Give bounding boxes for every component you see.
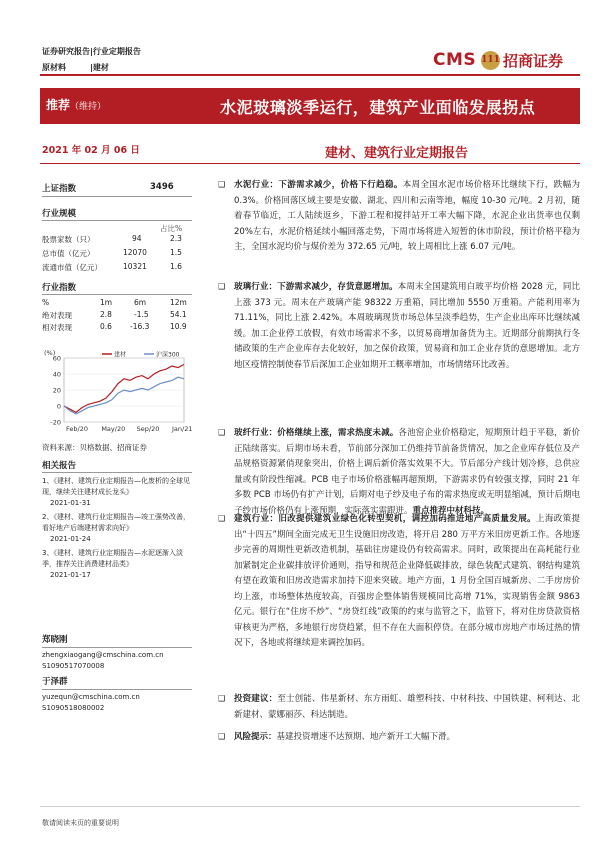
logo-latin: CMS	[433, 50, 477, 70]
perf-row-1m: 0.6	[100, 322, 112, 331]
x-tick-label: May/20	[101, 425, 126, 433]
section-glass	[234, 280, 580, 373]
sector-line	[42, 62, 109, 73]
footer-rule	[40, 806, 580, 807]
chart-source: 资料来源：贝格数据、招商证券	[42, 443, 147, 452]
related-report-date: 2021-01-17	[50, 571, 91, 579]
scale-row-label: 流通市值（亿元）	[42, 263, 102, 272]
x-tick-label: Sep/20	[136, 425, 160, 433]
divider	[42, 647, 192, 648]
perf-header-6m: 6m	[134, 298, 147, 307]
section-lead: 玻纤行业：价格继续上涨，需求热度未减。	[234, 428, 399, 438]
analyst-email: zhengxiaogang@cmschina.com.cn	[42, 651, 164, 659]
divider	[42, 196, 192, 197]
scale-row-label: 总市值（亿元）	[42, 249, 95, 258]
scale-title: 行业规模	[42, 209, 77, 219]
section-tail: 重点推荐中材科技。	[412, 505, 490, 516]
section-text: 本周末全国建筑用白玻平均价格 2028 元，同比上涨 373 元。周末在产玻璃产能 98322 万重箱，同比增加 5550 万重箱。产能利用率为 71.11%，同比上涨 2.42%。本周玻璃现货市场总体呈淡季趋势，生产企业出库环比继续减缓。加工企业停工放假，有效市场需求不多，以贸易商增加备货为主。近期部分前期执行冬储政策的生产企业库存去化较好，加之保价政策，贸易商和加工企业存货的意愿增加。北方地区疫情控制使春节后深加工企业如期开工概率增加，市场情绪环比改善。	[234, 282, 580, 370]
analyst-id: S1090518080002	[42, 704, 105, 712]
related-report	[42, 476, 190, 509]
scale-table	[42, 234, 192, 284]
bullet-icon: ❑	[218, 428, 226, 437]
sector-separator: |	[90, 63, 93, 72]
scale-row-pct: 2.3	[170, 234, 182, 243]
perf-row-6m: -1.5	[134, 310, 149, 319]
perf-header-1m: 1m	[100, 298, 113, 307]
related-report-date: 2021-01-24	[50, 535, 91, 543]
logo-badge-icon: 111	[481, 51, 500, 70]
section-lead: 建筑行业：旧改提供建筑业绿色化转型契机，调控加码推进地产高质量发展。	[234, 514, 536, 524]
perf-row-label: 绝对表现	[42, 311, 72, 320]
section-text: 至士创能、伟星新材、东方雨虹、雄塑科技、中材科技、中国铁建、柯利达、北新建材、蒙娜丽莎、科达制造。	[234, 694, 580, 720]
section-lead: 风险提示：	[234, 732, 277, 742]
index-performance-chart	[42, 346, 192, 438]
bullet-icon: ❑	[218, 514, 226, 523]
bullet-icon: ❑	[218, 180, 226, 189]
rating-value: 推荐	[46, 98, 71, 112]
analyst-name: 于泽群	[42, 677, 68, 687]
report-date: 2021 年 02 月 06 日	[42, 145, 140, 156]
perf-table	[42, 298, 192, 334]
section-text: 各池窑企业价格稳定，短期预计趋于平稳，新价正陆续落实。后期市场未看，节前部分深加工仍维持节前备货情况，加之企业库存低位及产品规格资源紧俏现象突出，价格上调后新价落实效果不大。节后部分产线计划冷修，总供应量或有阶段性缩减。PCB 电子市场价格涨幅再超预期，下游需求仍有较强支撑，同时 21 年多数 PCB 市场仍有扩产计划，后期对电子纱及电子布的需求热度或无明显缩减，预计后期电子纱市场价格仍有上涨预期，实际落实需跟进。	[234, 428, 580, 516]
related-report-text: 3、《建材、建筑行业定期报告—水泥逐渐入淡季，推荐关注消费建材品类》	[42, 549, 183, 568]
y-tick-label: 20	[52, 386, 61, 395]
title-rule	[40, 163, 580, 164]
y-tick-label: 40	[52, 370, 61, 379]
related-report	[42, 512, 190, 545]
analyst-id: S1090517070008	[42, 662, 105, 670]
related-report	[42, 548, 190, 581]
section-text: 本周全国水泥市场价格环比继续下行，跌幅为 0.3%。价格回落区域主要是安徽、湖北、四川和云南等地，幅度 10-30 元/吨。2 月初，随着春节临近，工人陆续返乡，下游工程和搅拌站开工率大幅下降，水泥企业出货率也仅剩 20%左右，水泥价格延续小幅回落走势，下周市场将进入短暂的休市阶段，预计价格平稳为主，全国水泥均价与煤价差为 372.65 元/吨，较上周相比上涨 6.07 元/吨。	[234, 180, 580, 252]
scale-pct-header: 占比%	[160, 224, 183, 233]
related-title: 相关报告	[42, 461, 77, 471]
cms-logo	[433, 50, 579, 72]
header-rule	[40, 74, 580, 76]
bullet-icon: ❑	[218, 694, 226, 703]
series-line	[64, 377, 184, 414]
analyst	[42, 633, 192, 672]
scale-row-label: 股票家数（只）	[42, 235, 95, 244]
y-tick-label: -20	[50, 418, 61, 427]
index-label: 上证指数	[42, 184, 77, 194]
related-report-date: 2021-01-31	[50, 499, 91, 507]
bullet-icon: ❑	[218, 732, 226, 741]
analyst	[42, 675, 192, 714]
related-report-text: 2、《建材、建筑行业定期报告—竣工强势改善，看好地产后端建材需求向好》	[42, 513, 190, 532]
chart-svg	[42, 346, 192, 438]
report-type-title: 建材、建筑行业定期报告	[325, 146, 469, 161]
perf-row-12m: 54.1	[170, 310, 187, 319]
section-cement	[234, 178, 580, 256]
section-text: 基建投资增速不达预期、地产新开工大幅下滑。	[276, 732, 456, 742]
section-investment	[234, 692, 580, 723]
divider	[42, 689, 192, 690]
perf-header-12m: 12m	[170, 298, 187, 307]
section-construction	[234, 512, 580, 652]
perf-row-6m: -16.3	[130, 322, 150, 331]
bullet-icon: ❑	[218, 282, 226, 291]
perf-header-pct: %	[42, 298, 50, 307]
section-lead: 投资建议：	[234, 694, 278, 704]
scale-row-value: 94	[132, 234, 142, 243]
y-tick-label: 60	[52, 354, 61, 363]
report-headline: 水泥玻璃淡季运行，建筑产业面临发展拐点	[220, 98, 536, 117]
section-lead: 玻璃行业：下游需求减少，存货意愿增加。	[234, 282, 398, 292]
section-fiberglass	[234, 426, 580, 519]
sector-label: 原材料	[42, 63, 66, 72]
scale-row-pct: 1.5	[170, 248, 182, 257]
scale-row-value: 10321	[123, 262, 147, 271]
rating	[46, 96, 106, 113]
perf-row-label: 相对表现	[42, 323, 72, 332]
scale-row-value: 12070	[123, 248, 147, 257]
rating-sub: （维持）	[70, 102, 107, 112]
section-text: 上海政策提出“十四五”期间全面完成无卫生设施旧房改造，将开启 280 万平方米旧房更新工作。各地逐步完善的周期性更新改造机制，基础往房建设仍有较高需求。同时，政策提出在高耗能行业加紧制定企业碳排放评价通则，指导和规范企业降低碳排放，绿色装配式建筑、钢结构建筑有望在政策和旧房改造需求加持下迎来突破。地产方面，1 月份全国百城新房、二手房房价均上涨，市场整体热度较高，百强房企整体销售规模同比高增 71%，实现销售金额 9863 亿元。银行在“住房不炒”、“房贷红线”政策的约束与监管之下，监管下，将对住房贷款资格审核更为严格，多地银行房贷趋紧，但不存在大面积停贷。在部分城市房地产市场过热的情况下，各地或将继续迎来调控加码。	[234, 514, 580, 648]
scale-row-pct: 1.6	[170, 262, 182, 271]
divider	[42, 472, 192, 473]
y-tick-label: 0	[56, 402, 61, 411]
analyst-email: yuzequn@cmschina.com.cn	[42, 693, 140, 701]
footer-note: 敬请阅读末页的重要说明	[42, 819, 119, 827]
x-tick-label: Feb/20	[66, 425, 88, 433]
divider	[42, 220, 192, 221]
related-report-text: 1、《建材、建筑行业定期报告—化废析的全球见现，继续关注建材成长龙头》	[42, 477, 190, 496]
y-axis-label: (%)	[44, 349, 56, 357]
legend-label: 建材	[114, 351, 127, 359]
perf-row-1m: 2.8	[100, 310, 112, 319]
section-lead: 水泥行业：下游需求减少，价格下行趋稳。	[234, 180, 403, 190]
section-risk	[234, 730, 580, 746]
legend-label: 沪深300	[156, 351, 180, 359]
perf-title: 行业指数	[42, 283, 77, 293]
series-line	[64, 364, 184, 412]
perf-row-12m: 10.9	[170, 322, 187, 331]
analyst-name: 郑晓刚	[42, 635, 68, 645]
logo-chinese: 招商证券	[503, 52, 564, 70]
sector-value: 建材	[92, 63, 109, 72]
divider	[42, 294, 192, 295]
index-value: 3496	[150, 182, 174, 192]
x-tick-label: Jan/21	[172, 425, 192, 433]
report-category: 证券研究报告|行业定期报告	[42, 47, 141, 56]
